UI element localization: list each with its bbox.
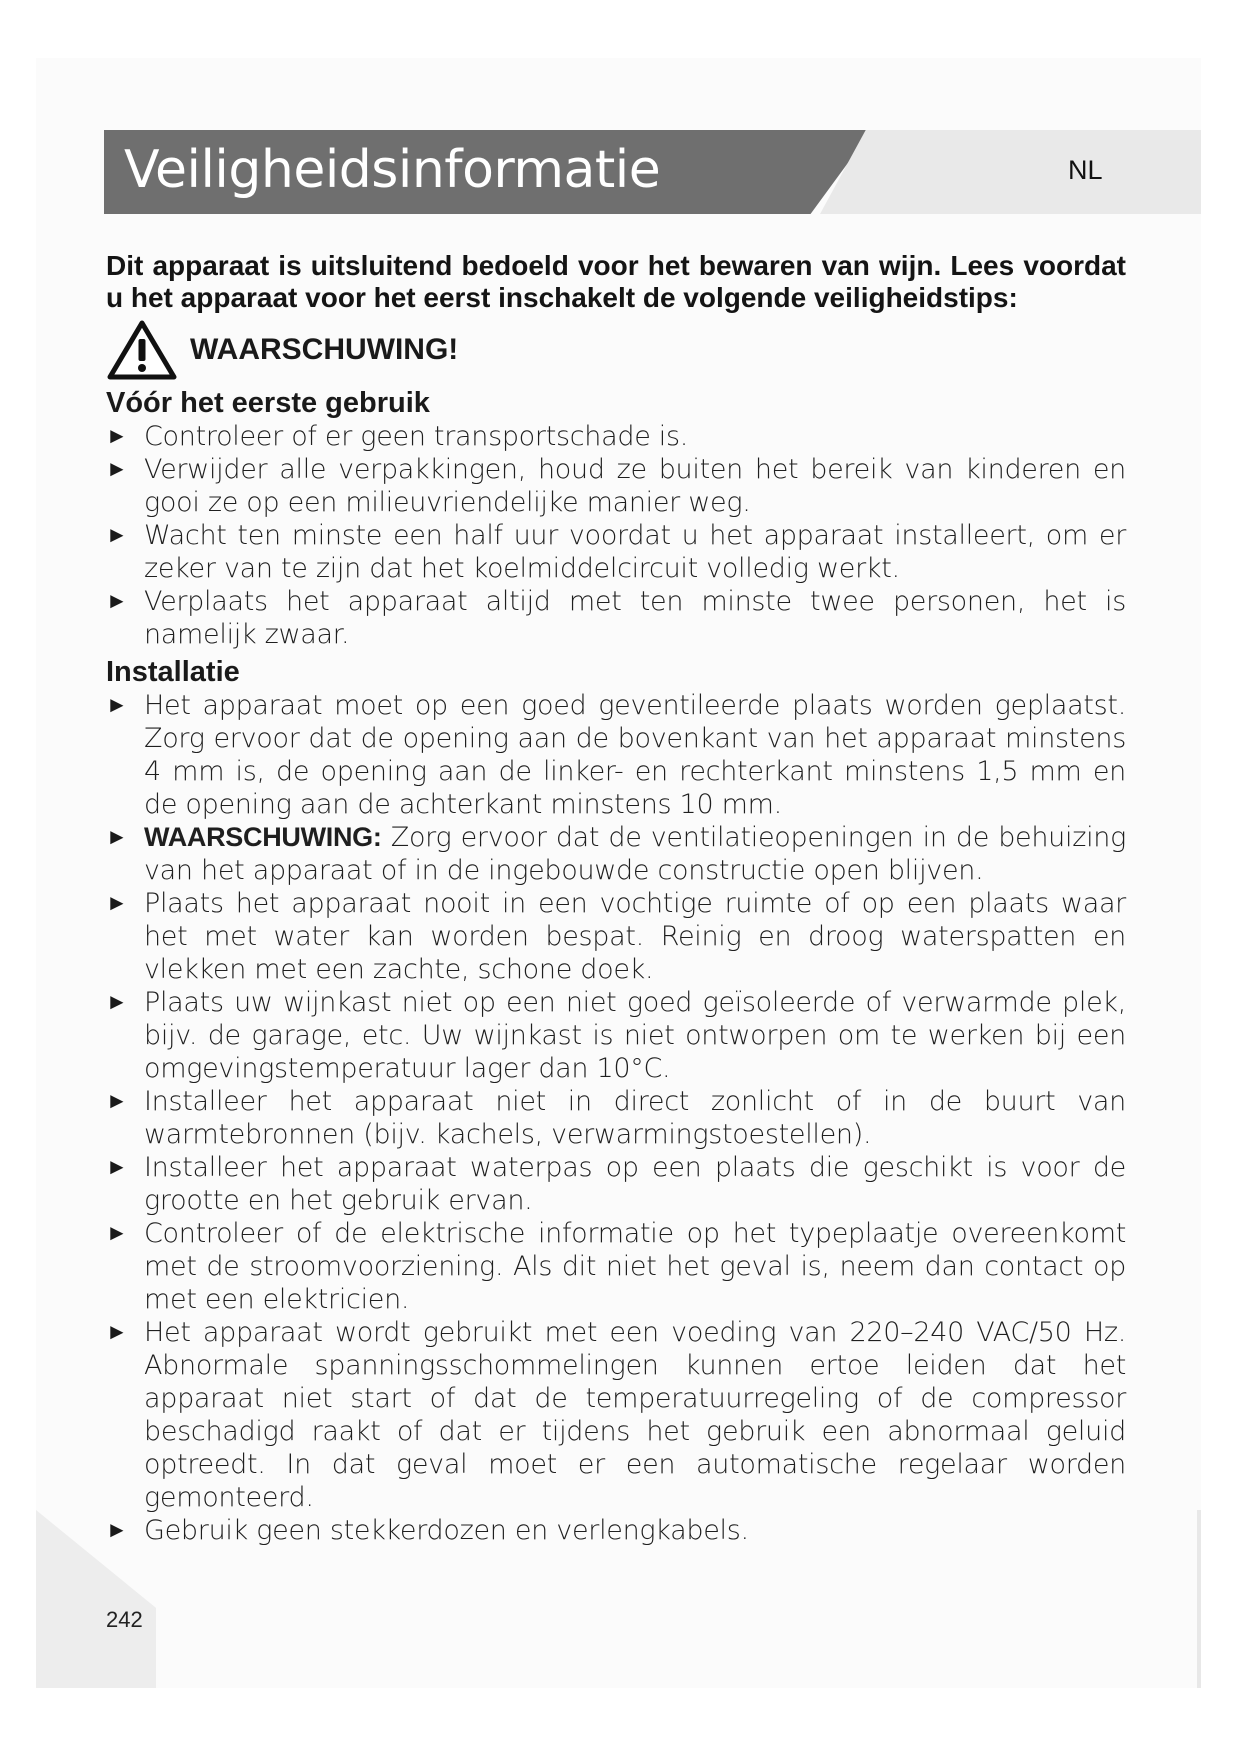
list-item <box>106 986 1126 1085</box>
list-item-text: Verwijder alle verpakkingen, houd ze buiten het bereik van kinderen en gooi ze op een milieuvriendelijke manier weg. <box>144 454 1126 518</box>
sections-container <box>106 386 1126 1547</box>
list-item-text: Plaats het apparaat nooit in een vochtige ruimte of op een plaats waar het met water kan worden bespat. Reinig en droog waterspatten en vlekken met een zachte, schone doek. <box>144 888 1126 985</box>
edge-decoration <box>1197 1510 1201 1688</box>
list-item <box>106 519 1126 585</box>
header-accent <box>820 130 1201 214</box>
warning-triangle-icon <box>106 319 178 381</box>
list-item <box>106 1316 1126 1514</box>
bullet-arrow-icon: ► <box>106 693 128 718</box>
list-item <box>106 420 1126 453</box>
list-item <box>106 1151 1126 1217</box>
warning-label: WAARSCHUWING! <box>190 333 459 366</box>
bullet-arrow-icon: ► <box>106 523 128 548</box>
warning-inline-label: WAARSCHUWING: <box>144 822 382 852</box>
list-item-text: Installeer het apparaat waterpas op een plaats die geschikt is voor de grootte en het gebruik ervan. <box>144 1152 1126 1216</box>
list-item-text: Installeer het apparaat niet in direct zonlicht of in de buurt van warmtebronnen (bijv. kachels, verwarmingstoestellen). <box>144 1086 1126 1150</box>
list-item <box>106 585 1126 651</box>
bullet-arrow-icon: ► <box>106 1155 128 1180</box>
list-item-text: Wacht ten minste een half uur voordat u het apparaat installeert, om er zeker van te zijn dat het koelmiddelcircuit volledig werkt. <box>144 520 1126 584</box>
bullet-list <box>106 689 1126 1547</box>
bullet-list <box>106 420 1126 651</box>
bullet-arrow-icon: ► <box>106 457 128 482</box>
list-item <box>106 453 1126 519</box>
list-item-text: Controleer of er geen transportschade is. <box>144 421 689 452</box>
list-item-text: Het apparaat moet op een goed geventileerde plaats worden geplaatst. Zorg ervoor dat de opening aan de bovenkant van het apparaat minstens 4 mm is, de opening aan de linker- en rechterkant minstens 1,5 mm en de opening aan de achterkant minstens 10 mm. <box>144 690 1126 820</box>
bullet-arrow-icon: ► <box>106 1089 128 1114</box>
list-item-text: Gebruik geen stekkerdozen en verlengkabels. <box>144 1515 749 1546</box>
bullet-arrow-icon: ► <box>106 1518 128 1543</box>
list-item <box>106 689 1126 821</box>
bullet-arrow-icon: ► <box>106 990 128 1015</box>
language-code: NL <box>1068 155 1103 185</box>
page-title: Veiligheidsinformatie <box>124 140 661 200</box>
list-item <box>106 887 1126 986</box>
bullet-arrow-icon: ► <box>106 825 128 850</box>
list-item-text: Zorg ervoor dat de ventilatieopeningen in de behuizing van het apparaat of in de ingebouwde constructie open blijven. <box>144 822 1126 886</box>
list-item <box>106 1514 1126 1547</box>
list-item <box>106 1217 1126 1316</box>
bullet-arrow-icon: ► <box>106 424 128 449</box>
list-item-text: Verplaats het apparaat altijd met ten minste twee personen, het is namelijk zwaar. <box>144 586 1126 650</box>
bullet-arrow-icon: ► <box>106 1221 128 1246</box>
bullet-arrow-icon: ► <box>106 891 128 916</box>
bullet-arrow-icon: ► <box>106 1320 128 1345</box>
section-title: Vóór het eerste gebruik <box>106 387 430 419</box>
list-item-text: Het apparaat wordt gebruikt met een voeding van 220–240 VAC/50 Hz. Abnormale spanningsschommelingen kunnen ertoe leiden dat het apparaat niet start of dat de temperatuurregeling of de compressor beschadigd raakt of dat er tijdens het gebruik een abnormaal geluid optreedt. In dat geval moet er een automatische regelaar worden gemonteerd. <box>144 1317 1126 1513</box>
list-item-text: Plaats uw wijnkast niet op een niet goed geïsoleerde of verwarmde plek, bijv. de garage, etc. Uw wijnkast is niet ontworpen om te werken bij een omgevingstemperatuur lager dan 10°C. <box>144 987 1126 1084</box>
list-item <box>106 821 1126 887</box>
list-item <box>106 1085 1126 1151</box>
list-item-text: Controleer of de elektrische informatie op het typeplaatje overeenkomt met de stroomvoorziening. Als dit niet het geval is, neem dan contact op met een elektricien. <box>144 1218 1126 1315</box>
bullet-arrow-icon: ► <box>106 589 128 614</box>
warning-heading <box>106 318 1126 382</box>
intro-paragraph: Dit apparaat is uitsluitend bedoeld voor het bewaren van wijn. Lees voordat u het apparaat voor het eerst inschakelt de volgende veiligheidstips: <box>106 250 1126 313</box>
section-title: Installatie <box>106 656 240 688</box>
page-number: 242 <box>106 1607 143 1632</box>
document-body <box>106 250 1126 1547</box>
